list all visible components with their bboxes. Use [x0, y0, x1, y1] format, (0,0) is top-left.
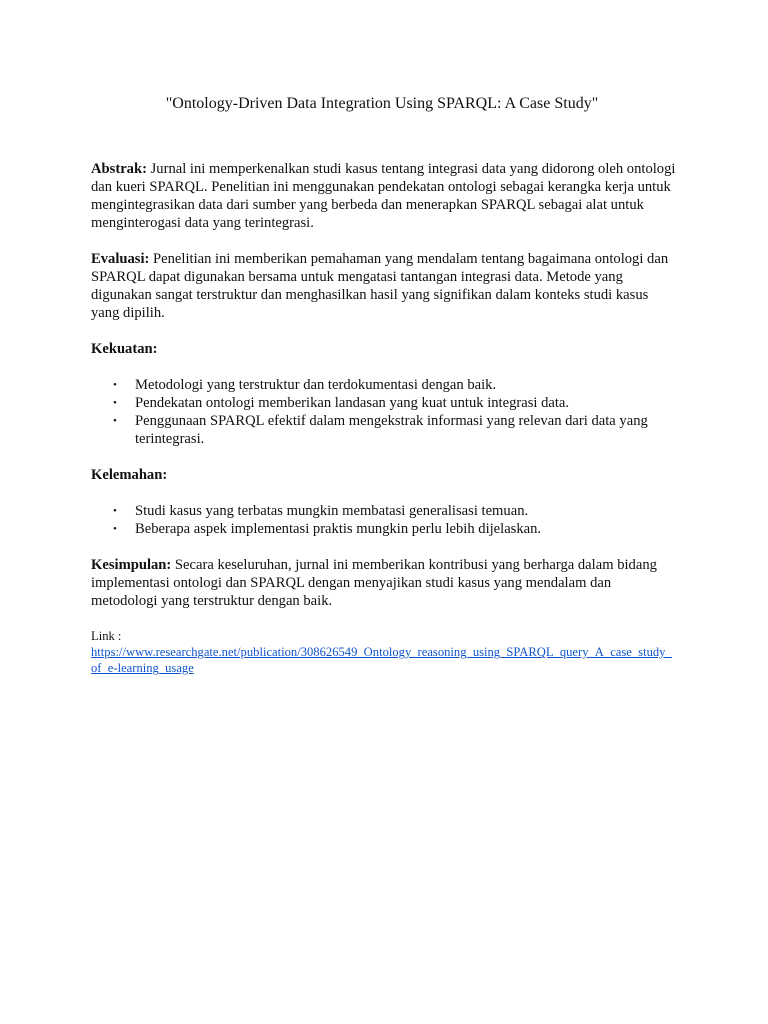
abstract-text: Jurnal ini memperkenalkan studi kasus tentang integrasi data yang didorong oleh ontologi dan kueri SPARQL. Penelitian ini menggunakan pendekatan ontologi sebagai kerangka kerja untuk mengintegrasikan data dari sumber yang berbeda dan menerapkan SPARQL sebagai alat untuk menginterogasi data yang terintegrasi.: [91, 161, 676, 231]
conclusion-label: Kesimpulan:: [91, 557, 172, 573]
conclusion-text: Secara keseluruhan, jurnal ini memberikan kontribusi yang berharga dalam bidang implementasi ontologi dan SPARQL dengan menyajikan studi kasus yang mendalam dan metodologi yang terstruktur dengan baik.: [91, 557, 657, 609]
strength-item-text: Pendekatan ontologi memberikan landasan yang kuat untuk integrasi data.: [135, 395, 570, 411]
bullet-icon: •: [113, 415, 117, 427]
evaluation-paragraph: [91, 250, 677, 322]
weaknesses-heading: Kelemahan:: [91, 467, 168, 483]
strength-item-text: Penggunaan SPARQL efektif dalam mengekstrak informasi yang relevan dari data yang terintegrasi.: [135, 413, 648, 447]
bullet-icon: •: [113, 505, 117, 517]
abstract-label: Abstrak:: [91, 161, 147, 177]
evaluation-label: Evaluasi:: [91, 251, 150, 267]
link-block: [91, 628, 677, 676]
list-item: [113, 412, 677, 448]
bullet-icon: •: [113, 397, 117, 409]
list-item: [113, 394, 677, 412]
publication-link[interactable]: https://www.researchgate.net/publication/308626549_Ontology_reasoning_using_SPARQL_query_A_case_study_of_e-learning_usage: [91, 645, 672, 675]
bullet-icon: •: [113, 379, 117, 391]
conclusion-paragraph: [91, 556, 677, 610]
document-title: "Ontology-Driven Data Integration Using SPARQL: A Case Study": [165, 95, 599, 112]
bullet-icon: •: [113, 523, 117, 535]
list-item: [113, 376, 677, 394]
link-label: Link :: [91, 629, 122, 643]
document-page: [91, 94, 677, 676]
strengths-list: [91, 376, 677, 448]
evaluation-text: Penelitian ini memberikan pemahaman yang mendalam tentang bagaimana ontologi dan SPARQL dapat digunakan bersama untuk mengatasi tantangan integrasi data. Metode yang digunakan sangat terstruktur dan menghasilkan hasil yang signifikan dalam konteks studi kasus yang dipilih.: [91, 251, 669, 321]
strength-item-text: Metodologi yang terstruktur dan terdokumentasi dengan baik.: [135, 377, 497, 393]
weakness-item-text: Beberapa aspek implementasi praktis mungkin perlu lebih dijelaskan.: [135, 521, 542, 537]
abstract-paragraph: [91, 160, 677, 232]
list-item: [113, 520, 677, 538]
weakness-item-text: Studi kasus yang terbatas mungkin membatasi generalisasi temuan.: [135, 503, 529, 519]
list-item: [113, 502, 677, 520]
strengths-heading: Kekuatan:: [91, 341, 158, 357]
weaknesses-list: [91, 502, 677, 538]
